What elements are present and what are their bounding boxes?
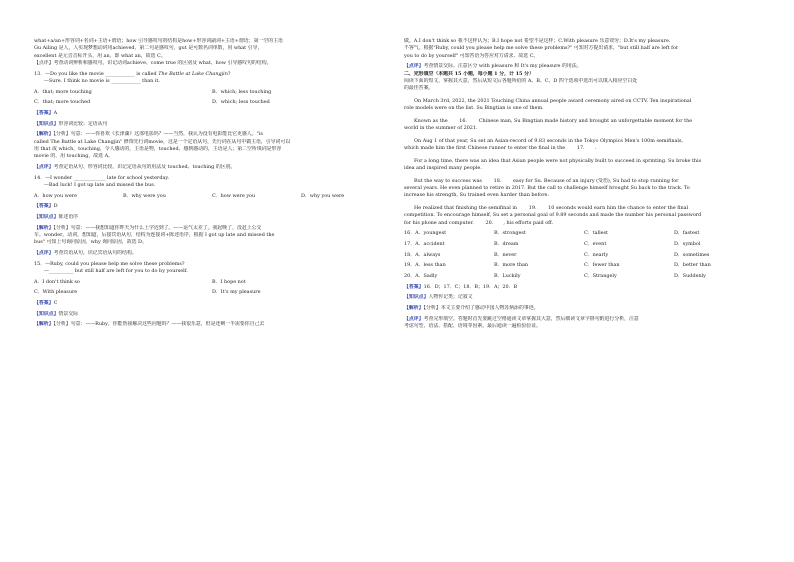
analysis-line: 用 that 或 which，touching，令人感动的，主语是物，touched，感到感动的，主语是人；第二空所填词是形容 (34, 145, 282, 152)
analysis-line: bus" 可知上句询问原因，why 询问原因，故选 D。 (34, 239, 147, 246)
option-b: B．why were you (123, 192, 166, 199)
option-d: D．which; less touched (212, 99, 270, 106)
comment-line: 【点评】考查情景交际。注意区分 with pleasure 和 It's my pleasure 的用法。 (404, 63, 582, 70)
option-a: A．that; more touching (34, 88, 92, 95)
question-15-options-row (34, 289, 390, 296)
analysis-line: 【解析】【分析】句意：——我想知道你昨天为什么上学迟到了。——运气太差了。我起晚了，没赶上公交 (34, 224, 262, 231)
option-c: C．how were you (212, 192, 256, 199)
answer-line: 【答案】A (34, 109, 58, 116)
option-b: B．I hope not (212, 278, 246, 285)
blank-19: 19. (519, 205, 547, 212)
topic-line: 【知识点】情景交际 (34, 310, 79, 317)
comment-line: 【点评】考查完形填空。答题时首先要跳过空格通读文章掌握其大意，然后细读文章字斟句酌进行分析，注意 (404, 315, 639, 322)
question-13-reply: —Sure. I think no movie is ____________ than it. (44, 77, 160, 84)
answer-blank: _____________ (73, 174, 106, 181)
answer-blank: ____________ (111, 77, 141, 84)
options-20: 20．A．Sadly B．Luckily C．Strangely D．Suddenly (404, 273, 706, 280)
passage-line: On Aug 1 of that year, Su set an Asian-record of 9.83 seconds in the Tokyo Olympics Men's 100m semifinals, (414, 137, 684, 144)
blank-17: 17. (567, 145, 595, 152)
option-b: B．which; less touching (212, 88, 272, 95)
comment-line: 【点评】考查动词辨析和感叹句。识记动词achieve、come true 的区别及 what、how 引导感叹句的结构。 (34, 59, 272, 66)
question-13-options-row (34, 99, 390, 106)
text-line: what+a/an+形容词+名词+主语+谓语；how 引导感叹句的结构是how+形容词副词+主语+谓语；第一空的主语 (34, 38, 283, 44)
text-line: Gu Ailing 是人，人实现梦想动词用achieved，第二句是感叹句，gut 是可数名词单数，用 what 引导， (34, 45, 263, 52)
passage-line: which made him the first Chinese runner to enter the final in the 17. . (404, 145, 764, 152)
question-14-options-row (34, 193, 390, 200)
analysis-line: movie 的，用 touching，故选 A。 (34, 153, 114, 160)
topic-line: 【知识点】形容词比较；定语从句 (34, 120, 108, 127)
analysis-line: 【解析】【分析】句意：——你喜欢《长津湖》这部电影吗？——当然，我认为没有电影能比它更感人。"is (34, 131, 263, 138)
option-a: A．I don't think so (34, 278, 80, 285)
analysis-line: 【解析】【分析】句意：——Ruby，你能帮我解决这些问题吗？——我很乐意，但是还剩一半需要你自己去 (34, 321, 265, 328)
option-d: D．why you were (301, 192, 345, 199)
blank-20: 20. (475, 220, 503, 227)
section-title: 二、完形填空（本题共 15 小题，每小题 1 分，计 15 分） (404, 70, 534, 77)
passage-line: several years. He even planned to retire in 2017. But the call to challenge himself brought Su back to the track. To (404, 185, 690, 192)
blank-18: 18. (483, 178, 511, 185)
right-column (404, 38, 764, 330)
instruction-line: 的最佳答案。 (404, 85, 434, 92)
passage-line: increase his strength, Su trained even harder than before. (404, 192, 549, 199)
question-13-options-row (34, 89, 390, 96)
passage-line: for his phone and computer. 20. , his efforts paid off. (404, 220, 764, 227)
analysis-line: called The Battle at Lake Changjin" 修饰先行词movie，这是一个定语从句，先行词在从句中做主语，引导词可以 (34, 138, 291, 145)
analysis-line: 不客气。根据"Ruby, could you please help me solve these problems?" 可知对方提出请求，"but still half are left for (404, 45, 679, 52)
passage-line: For a long time, there was an idea that Asian people were not physically built to succeed in sprinting. Su broke this (414, 157, 702, 164)
passage-line: idea and inspired many people. (404, 165, 482, 172)
option-c: C．that; more touched (34, 99, 91, 106)
passage-line: On March 3rd, 2022, the 2021 Touching China annual people award ceremony aired on CCTV. Ten inspirational (414, 97, 692, 104)
question-14-stem: 14．—I wonder _____________ late for school yesterday. (34, 174, 170, 181)
topic-line: 【知识点】人物传记类；记叙文 (404, 294, 473, 301)
question-15-stem: 15．—Ruby, could you please help me solve these problems? (34, 260, 185, 267)
instruction-line: 阅读下面的短文，掌握其大意，然后从短文后各题所给的 A、B、C、D 四个选项中选出可以填入相应空白处 (404, 77, 638, 84)
question-15-reply: —__________ but still half are left for you to do by yourself. (44, 267, 188, 274)
passage-line: role models were on the list. Su Bingtian is one of them. (404, 105, 544, 112)
comment-line: 【点评】考查定语从句、形容词比较。识记定语从句的用法及 touched、touching 的区别。 (34, 163, 236, 170)
options-18: 18．A．always B．never C．nearly D．sometimes (404, 251, 710, 258)
passage-line: Known as the 16. Chinese man, Su Bingtian made history and brought an unforgettable moment for the (404, 118, 764, 125)
analysis-line: you to do by yourself" 可知答语为答应对方请求，故选 C。 (404, 52, 539, 59)
comment-line: 考虑句型、语法、搭配、语境等因素。最后通读一遍检验验证。 (404, 323, 541, 330)
question-15-options-row (34, 279, 390, 286)
passage-line: world in the summer of 2021. (404, 125, 478, 132)
passage-line: But the way to success was 18. easy for Su. Because of an injury (受伤), Su had to stop running for (404, 178, 764, 185)
analysis-line: 【解析】【分析】本文主要介绍了感动中国人物苏炳添的事迹。 (404, 305, 539, 312)
answer-blank: __________ (48, 267, 74, 274)
text-line: excellent 是元音音标开头，用 an，即 what an，故选 C。 (34, 52, 166, 59)
options-16: 16．A．youngest B．strongest C．tallest D．fastest (404, 230, 700, 237)
answer-line: 【答案】C (34, 299, 58, 306)
passage-line: He realized that finishing the semifinal in 19. 10 seconds would earn him the chance to enter the final (404, 205, 764, 212)
question-13-stem: 13．—Do you like the movie ____________ is called The Battle at Lake Changjin? (34, 70, 231, 77)
option-d: D．It's my pleasure (212, 289, 261, 296)
answer-line: 【答案】16．D；17．C；18．B；19．A；20．B (404, 283, 518, 290)
options-19: 19．A．less than B．more than C．fewer than D．better than (404, 262, 711, 269)
comment-line: 【点评】考查宾语从句。识记宾语从句的结构。 (34, 249, 137, 256)
option-c: C．With pleasure (34, 289, 78, 296)
option-a: A．how you were (34, 192, 77, 199)
blank-16: 16. (449, 118, 477, 125)
topic-line: 【知识点】陈述语序 (34, 213, 79, 220)
answer-blank: ____________ (105, 70, 135, 77)
options-17: 17．A．accident B．dream C．event D．symbol (404, 241, 701, 248)
question-14-reply: —Bad luck! I got up late and missed the bus. (44, 181, 156, 188)
analysis-line: 做。A.I don't think so 我不这样认为；B.I hope not 希望不是这样；C.With pleasure 乐意效劳；D.It's my pleasure. (404, 38, 671, 44)
answer-line: 【答案】D (34, 203, 58, 210)
analysis-line: 车。wonder，动词，想知道，后接宾语从句，结构为连接词+陈述语序，根据 I got up late and missed the (34, 231, 275, 238)
passage-line: competition. To encourage himself, Su set a personal goal of 9.89 seconds and made the number his personal password (404, 212, 702, 219)
left-column (34, 38, 390, 329)
